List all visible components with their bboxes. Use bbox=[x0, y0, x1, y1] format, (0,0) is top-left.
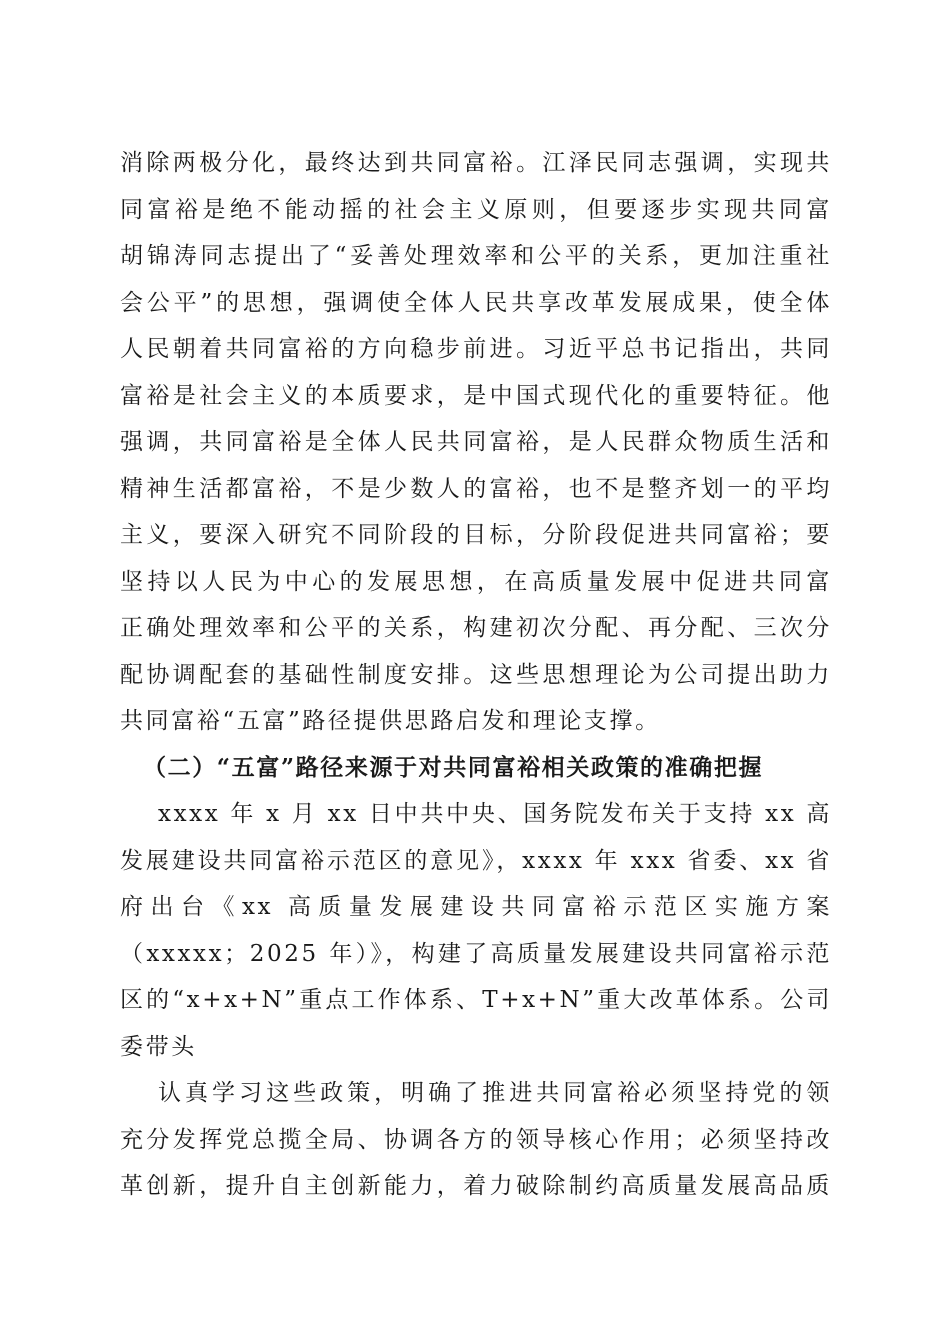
paragraph3-line-1: 认真学习这些政策，明确了推进共同富裕必须坚持党的领 bbox=[158, 1080, 832, 1106]
paragraph2-line-2: 发展建设共同富裕示范区的意见》，xxxx 年 xxx 省委、xx 省 bbox=[120, 848, 832, 874]
paragraph1-line-7: 强调，共同富裕是全体人民共同富裕，是人民群众物质生活和 bbox=[120, 429, 832, 455]
paragraph3-line-3: 革创新，提升自主创新能力，着力破除制约高质量发展高品质 bbox=[120, 1173, 832, 1199]
paragraph1-line-4: 会公平”的思想，强调使全体人民共享改革发展成果，使全体 bbox=[120, 290, 832, 316]
paragraph1-line-13: 共同富裕“五富”路径提供思路启发和理论支撑。 bbox=[120, 708, 661, 734]
paragraph2-line-1: xxxx 年 x 月 xx 日中共中央、国务院发布关于支持 xx 高 bbox=[158, 801, 832, 827]
paragraph1-line-8: 精神生活都富裕，不是少数人的富裕，也不是整齐划一的平均 bbox=[120, 476, 832, 502]
section-heading: （二）“五富”路径来源于对共同富裕相关政策的准确把握 bbox=[143, 754, 764, 781]
paragraph1-line-2: 同富裕是绝不能动摇的社会主义原则，但要逐步实现共同富 bbox=[120, 197, 832, 223]
paragraph1-line-3: 胡锦涛同志提出了“妥善处理效率和公平的关系，更加注重社 bbox=[120, 243, 832, 269]
paragraph1-line-11: 正确处理效率和公平的关系，构建初次分配、再分配、三次分 bbox=[120, 615, 832, 641]
paragraph1-line-6: 富裕是社会主义的本质要求，是中国式现代化的重要特征。他 bbox=[120, 383, 832, 409]
paragraph1-line-10: 坚持以人民为中心的发展思想，在高质量发展中促进共同富 bbox=[120, 569, 832, 595]
paragraph2-line-5: 区的“x+x+N”重点工作体系、T+x+N”重大改革体系。公司 bbox=[120, 987, 832, 1013]
paragraph2-line-6: 委带头 bbox=[120, 1034, 197, 1060]
paragraph1-line-1: 消除两极分化，最终达到共同富裕。江泽民同志强调，实现共 bbox=[120, 150, 832, 176]
paragraph2-line-4: （xxxxx；2025 年）》，构建了高质量发展建设共同富裕示范 bbox=[120, 941, 832, 967]
paragraph2-line-3: 府出台《xx 高质量发展建设共同富裕示范区实施方案 bbox=[120, 894, 832, 920]
paragraph1-line-12: 配协调配套的基础性制度安排。这些思想理论为公司提出助力 bbox=[120, 662, 832, 688]
paragraph1-line-5: 人民朝着共同富裕的方向稳步前进。习近平总书记指出，共同 bbox=[120, 336, 832, 362]
paragraph3-line-2: 充分发挥党总揽全局、协调各方的领导核心作用；必须坚持改 bbox=[120, 1127, 832, 1153]
paragraph1-line-9: 主义，要深入研究不同阶段的目标，分阶段促进共同富裕；要 bbox=[120, 522, 832, 548]
